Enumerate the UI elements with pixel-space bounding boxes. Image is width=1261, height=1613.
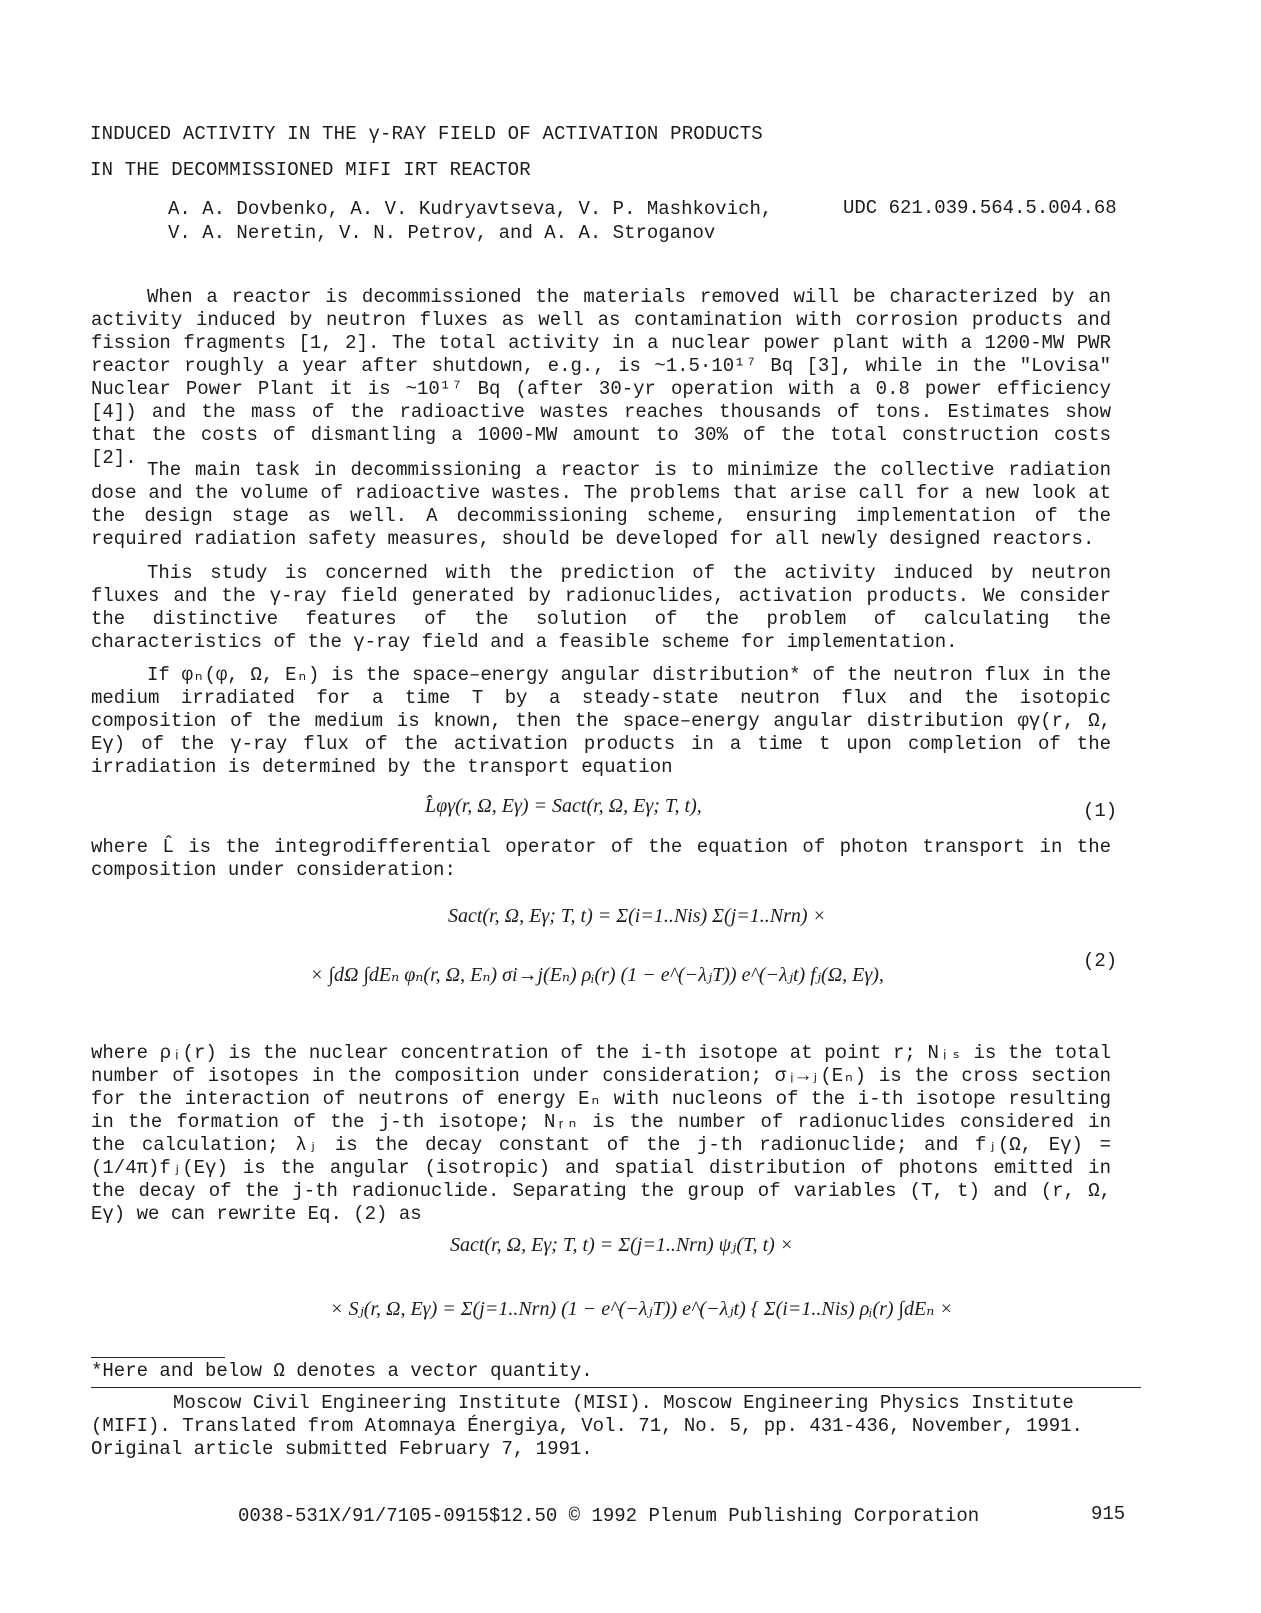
page-number: 915 bbox=[1091, 1503, 1126, 1525]
equation-2-line-1 bbox=[448, 905, 826, 928]
paragraph-3: This study is concerned with the prediction of the activity induced by neutron fluxes and the γ-ray field generated by radionuclides, activation products. We consider the distinctive features of the solution of the problem of calculating the characteristics of the γ-ray field and a feasible scheme for implementation. bbox=[91, 562, 1111, 653]
equation-1-number: (1) bbox=[1083, 800, 1118, 822]
equation-2-line-2 bbox=[310, 962, 884, 987]
footnote: *Here and below Ω denotes a vector quantity. bbox=[91, 1360, 593, 1382]
paragraph-1: When a reactor is decommissioned the materials removed will be characterized by an activity induced by neutron fluxes as well as contamination with corrosion products and fission fragments [1, 2]. The total activity in a nuclear power plant with a 1200-MW PWR reactor roughly a year after shutdown, e.g., is ~1.5·10¹⁷ Bq [3], while in the "Lovisa" Nuclear Power Plant it is ~10¹⁷ Bq (after 30-yr operation with a 0.8 power efficiency [4]) and the mass of the radioactive wastes reaches thousands of tons. Estimates show that the costs of dismantling a 1000-MW amount to 30% of the total construction costs [2]. bbox=[91, 286, 1111, 469]
equation-1-text: L̂φγ(r, Ω, Eγ) = Sact(r, Ω, Eγ; T, t), bbox=[425, 795, 702, 817]
title-line-1: INDUCED ACTIVITY IN THE γ-RAY FIELD OF ACTIVATION PRODUCTS bbox=[90, 123, 763, 145]
author-list bbox=[168, 197, 772, 245]
equation-2-number: (2) bbox=[1083, 950, 1118, 972]
copyright-line: 0038-531X/91/7105-0915$12.50 © 1992 Plenum Publishing Corporation bbox=[238, 1505, 980, 1527]
equation-1 bbox=[425, 795, 702, 818]
affiliation: Moscow Civil Engineering Institute (MISI). Moscow Engineering Physics Institute (MIFI). Translated from Atomnaya Énergiya, Vol. 71, No. 5, pp. 431-436, November, 1991. Original article submitted February 7, 1991. bbox=[91, 1392, 1083, 1460]
footnote-rule bbox=[91, 1357, 225, 1358]
equation-2-line-1-text: Sact(r, Ω, Eγ; T, t) = Σ(i=1..Nis) Σ(j=1..Nrn) × bbox=[448, 905, 827, 927]
article-title bbox=[90, 116, 763, 188]
paragraph-2: The main task in decommissioning a reactor is to minimize the collective radiation dose and the volume of radioactive wastes. The problems that arise call for a new look at the design stage as well. A decommissioning scheme, ensuring implementation of the required radiation safety measures, should be developed for all newly designed reactors. bbox=[91, 459, 1111, 550]
paragraph-6: where ρᵢ(r) is the nuclear concentration of the i-th isotope at point r; Nᵢₛ is the total number of isotopes in the composition under consideration; σᵢ→ⱼ(Eₙ) is the cross section for the interaction of neutrons of energy Eₙ with nucleons of the i-th isotope resulting in the formation of the j-th isotope; Nᵣₙ is the number of radionuclides considered in the calculation; λⱼ is the decay constant of the j-th radionuclide; and fⱼ(Ω, Eγ) = (1/4π)fⱼ(Eγ) is the angular (isotropic) and spatial distribution of photons emitted in the decay of the j-th radionuclide. Separating the group of variables (T, t) and (r, Ω, Eγ) we can rewrite Eq. (2) as bbox=[91, 1042, 1111, 1225]
equation-3-line-2-text: × Sⱼ(r, Ω, Eγ) = Σ(j=1..Nrn) (1 − e^(−λⱼT)) e^(−λⱼt) { Σ(i=1..Nis) ρᵢ(r) ∫dEₙ × bbox=[330, 1298, 953, 1320]
equation-3-line-2 bbox=[330, 1296, 953, 1321]
title-line-2: IN THE DECOMMISSIONED MIFI IRT REACTOR bbox=[90, 159, 531, 181]
authors-line-1: A. A. Dovbenko, A. V. Kudryavtseva, V. P. Mashkovich, bbox=[168, 198, 773, 220]
udc-code: UDC 621.039.564.5.004.68 bbox=[843, 197, 1117, 219]
equation-3-line-1 bbox=[450, 1232, 793, 1257]
authors-line-2: V. A. Neretin, V. N. Petrov, and A. A. Stroganov bbox=[168, 222, 716, 244]
paragraph-4: If φₙ(φ, Ω, Eₙ) is the space–energy angular distribution* of the neutron flux in the medium irradiated for a time T by a steady-state neutron flux and the isotopic composition of the medium is known, then the space–energy angular distribution φγ(r, Ω, Eγ) of the γ-ray flux of the activation products in a time t upon completion of the irradiation is determined by the transport equation bbox=[91, 664, 1111, 778]
affiliation-rule bbox=[91, 1387, 1141, 1388]
equation-2-line-2-text: × ∫dΩ ∫dEₙ φₙ(r, Ω, Eₙ) σi→j(Eₙ) ρᵢ(r) (1 − e^(−λⱼT)) e^(−λⱼt) fⱼ(Ω, Eγ), bbox=[310, 964, 884, 986]
paragraph-5: where L̂ is the integrodifferential operator of the equation of photon transport in the composition under consideration: bbox=[91, 836, 1111, 881]
equation-3-line-1-text: Sact(r, Ω, Eγ; T, t) = Σ(j=1..Nrn) ψⱼ(T, t) × bbox=[450, 1234, 794, 1256]
